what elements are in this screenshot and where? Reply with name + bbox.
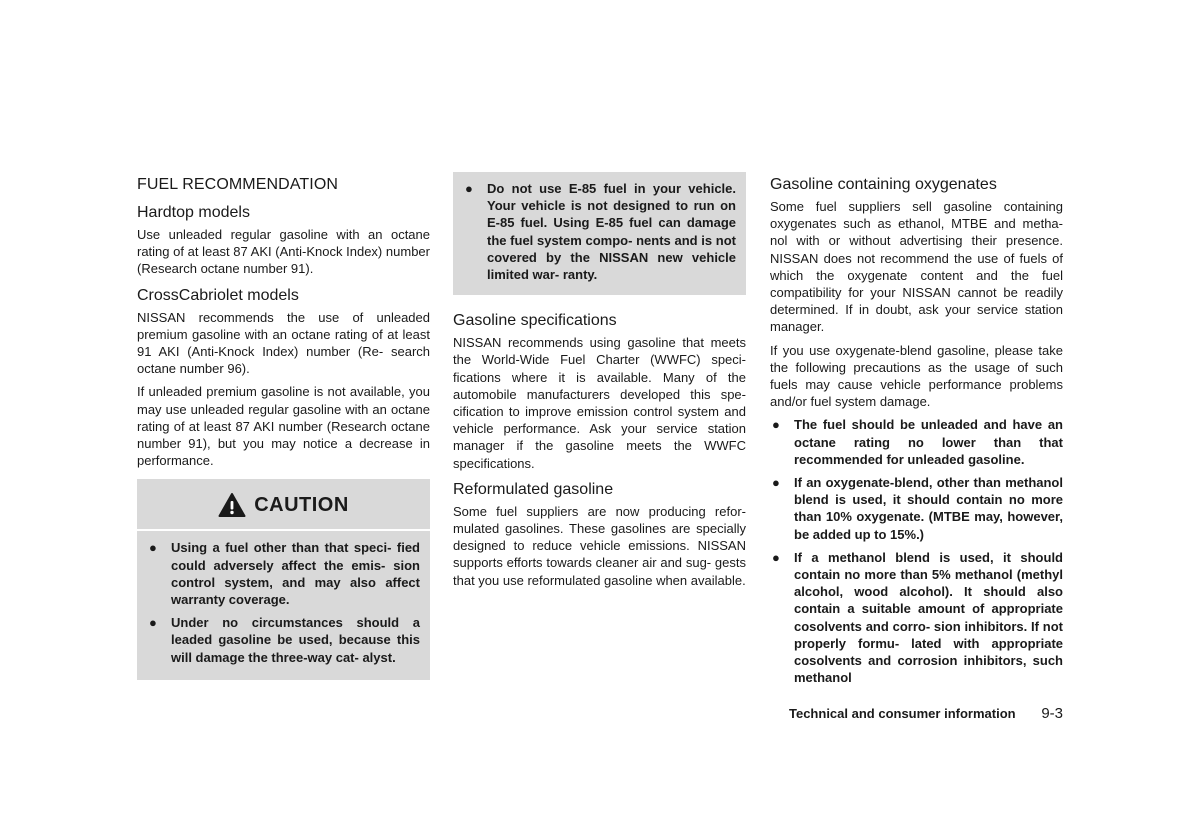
section-title: FUEL RECOMMENDATION [137, 176, 339, 193]
caution-item [147, 539, 420, 608]
precaution-item-text: If a methanol blend is used, it should contain no more than 5% methanol (methyl alcohol, wood alcohol). It should also contain a suitable amount of appropriate cosolvents and corro- sion inhibitors. If not properly formu- lated with appropriate cosolvents and corrosion inhibitors, such methanol [794, 549, 1063, 686]
oxygenates-paragraph-2: If you use oxygenate-blend gasoline, please take the following precautions as the usage of such fuels may cause vehicle performance problems and/or fuel system damage. [770, 342, 1063, 410]
column-right [770, 172, 1063, 692]
e85-warning-box [453, 172, 746, 295]
bullet-icon: ● [465, 181, 473, 196]
caution-header [137, 479, 430, 531]
crosscabriolet-heading: CrossCabriolet models [137, 286, 299, 304]
precaution-item [770, 474, 1063, 543]
page-number: 9-3 [1041, 705, 1063, 722]
gasoline-specifications-heading: Gasoline specifications [453, 312, 617, 330]
e85-warning-list [463, 180, 736, 283]
warning-item-text: Do not use E-85 fuel in your vehicle. Your vehicle is not designed to run on E-85 fuel. Using E-85 fuel can damage the fuel system compo- nents and is not covered by the NISSAN new vehicle limited war- ranty. [487, 181, 736, 283]
oxygenates-heading: Gasoline containing oxygenates [770, 176, 997, 193]
bullet-icon: ● [772, 549, 780, 565]
bullet-icon: ● [772, 417, 780, 433]
caution-list [137, 531, 430, 665]
column-left [137, 172, 430, 680]
oxygenates-paragraph-1: Some fuel suppliers sell gasoline containing oxygenates such as ethanol, MTBE and metha- nol with or without advertising their presence. NISSAN does not recommend the use of fuels of which the oxygenate content and the fuel compatibility for your NISSAN cannot be readily determined. If in doubt, ask your service station manager. [770, 199, 1063, 335]
hardtop-heading: Hardtop models [137, 204, 250, 221]
crosscabriolet-paragraph-1: NISSAN recommends the use of unleaded premium gasoline with an octane rating of at least 91 AKI (Anti-Knock Index) number (Re- search octane number 96). [137, 309, 430, 377]
hardtop-paragraph: Use unleaded regular gasoline with an octane rating of at least 87 AKI (Anti-Knock Index) number (Research octane number 91). [137, 227, 430, 277]
bullet-icon: ● [772, 475, 780, 491]
bullet-icon: ● [149, 540, 157, 556]
precaution-item-text: If an oxygenate-blend, other than methanol blend is used, it should contain no more than 10% oxygenate. (MTBE may, however, be added up to 15%.) [794, 475, 1063, 542]
reformulated-gasoline-heading: Reformulated gasoline [453, 480, 614, 498]
gasoline-specifications-paragraph: NISSAN recommends using gasoline that meets the World-Wide Fuel Charter (WWFC) speci- fications where it is available. Many of the automobile manufacturers developed this spe- cification to improve emission control system and vehicle performance. Ask your service station manager if the gasoline meets the WWFC specifications. [453, 335, 746, 471]
caution-label: CAUTION [254, 493, 349, 516]
caution-item [147, 614, 420, 666]
crosscabriolet-paragraph-2: If unleaded premium gasoline is not available, you may use unleaded regular gasoline with an octane rating of at least 87 AKI number (Research octane number 91), but you may notice a decrease in performance. [137, 384, 430, 469]
caution-box [137, 479, 430, 679]
precaution-item [770, 549, 1063, 687]
reformulated-gasoline-paragraph: Some fuel suppliers are now producing refor- mulated gasolines. These gasolines are specially designed to reduce vehicle emissions. NISSAN supports efforts towards cleaner air and sug- gests that you use reformulated gasoline when available. [453, 503, 746, 588]
precaution-item-text: The fuel should be unleaded and have an octane rating no lower than that recommended for unleaded gasoline. [794, 417, 1063, 467]
caution-item-text: Using a fuel other than that speci- fied could adversely affect the emis- sion control system, and may also affect warranty coverage. [171, 540, 420, 608]
page-footer [789, 705, 1063, 722]
oxygenate-precautions-list [770, 416, 1063, 686]
column-middle [453, 172, 746, 595]
warning-item [463, 180, 736, 283]
precaution-item [770, 416, 1063, 468]
bullet-icon: ● [149, 615, 157, 631]
footer-chapter-label: Technical and consumer information [789, 706, 1016, 721]
caution-item-text: Under no circumstances should a leaded gasoline be used, because this will damage the three-way cat- alyst. [171, 615, 420, 665]
warning-triangle-icon [218, 492, 246, 518]
